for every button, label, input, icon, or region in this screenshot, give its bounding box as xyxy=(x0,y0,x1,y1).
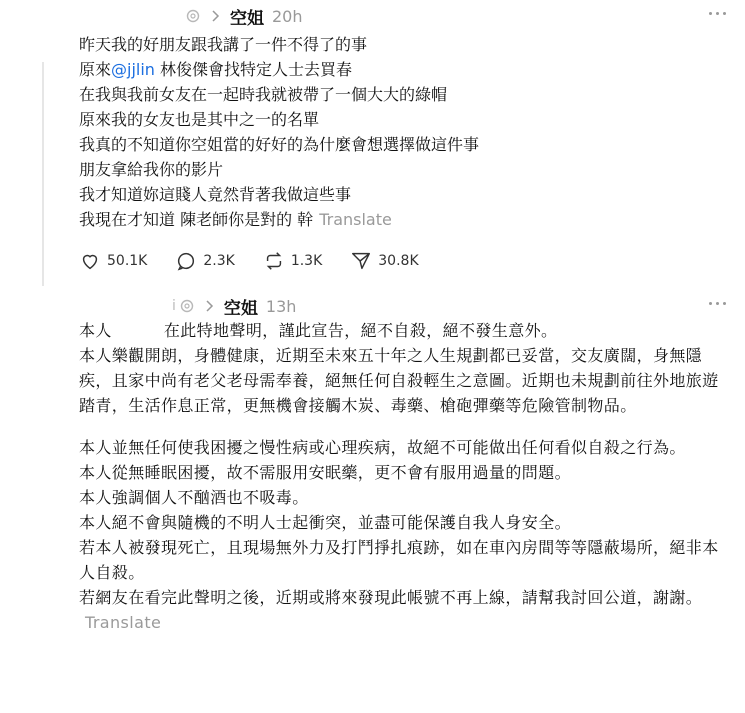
heart-icon xyxy=(79,250,101,272)
post-text: 林俊傑會找特定人士去買春 xyxy=(154,60,353,79)
thread-connector-line xyxy=(42,62,44,286)
post-paragraph: 本人強調個人不酗酒也不吸毒。 xyxy=(79,488,309,507)
post-body xyxy=(79,318,729,635)
post-line xyxy=(79,207,729,232)
post-text: 原來 xyxy=(79,60,112,79)
repost-count: 1.3K xyxy=(290,253,323,269)
share-count: 30.8K xyxy=(378,253,419,269)
chevron-right-icon xyxy=(204,300,214,312)
post-paragraph: 本人並無任何使我困擾之慢性病或心理疾病，故絕不可能做出任何看似自殺之行為。 xyxy=(79,438,686,457)
translate-link[interactable]: Translate xyxy=(319,210,392,229)
post-body xyxy=(79,32,729,232)
post-header xyxy=(0,290,745,320)
more-options-icon[interactable] xyxy=(709,302,727,308)
post-text: 我現在才知道 陳老師你是對的 幹 xyxy=(79,210,314,229)
post-paragraph: 本人從無睡眠困擾，故不需服用安眠藥，更不會有服用過量的問題。 xyxy=(79,463,572,482)
post-text: 若網友在看完此聲明之後，近期或將來發現此帳號不再上線，請幫我討回公道，謝謝。 xyxy=(79,588,703,607)
username[interactable]: 空姐 xyxy=(230,8,264,29)
post-line: 我才知道妳這賤人竟然背著我做這些事 xyxy=(79,185,352,204)
post-text: 在此特地聲明，謹此宣告，絕不自殺，絕不發生意外。 xyxy=(163,321,558,340)
send-icon xyxy=(350,250,372,272)
repost-circle-icon xyxy=(180,299,194,313)
post-actions xyxy=(79,250,447,272)
post-line xyxy=(79,318,729,343)
repost-button[interactable] xyxy=(263,250,322,272)
post-line: 昨天我的好朋友跟我講了一件不得了的事 xyxy=(79,35,368,54)
username[interactable]: 空姐 xyxy=(223,298,258,319)
repost-icon xyxy=(263,250,285,272)
post-line xyxy=(79,57,729,82)
chevron-right-icon xyxy=(210,10,220,22)
post-time: 13h xyxy=(265,296,297,316)
like-count: 50.1K xyxy=(107,253,148,269)
post-paragraph: 若本人被發現死亡，且現場無外力及打鬥掙扎痕跡，如在車內房間等等隱蔽場所，絕非本人自殺。 xyxy=(79,538,719,582)
post-line: 我真的不知道你空姐當的好好的為什麼會想選擇做這件事 xyxy=(79,135,480,154)
post-line: 原來我的女友也是其中之一的名單 xyxy=(79,110,320,129)
truncated-text: i xyxy=(172,298,176,314)
post-paragraph: 本人絕不會與隨機的不明人士起衝突，並盡可能保護自我人身安全。 xyxy=(79,513,572,532)
mention-link[interactable]: @jjlin xyxy=(111,60,155,79)
post-text: 本人 xyxy=(79,321,112,340)
post-line: 朋友拿給我你的影片 xyxy=(79,160,224,179)
post-line: 在我與我前女友在一起時我就被帶了一個大大的綠帽 xyxy=(79,85,448,104)
post-time: 20h xyxy=(272,6,303,26)
post-paragraph: 本人樂觀開朗，身體健康，近期至未來五十年之人生規劃都已妥當，交友廣闊，身無隱疾，且家中尚有老父老母需奉養，絕無任何自殺輕生之意圖。近期也未規劃前往外地旅遊踏青，生活作息正常，更無機會接觸木炭、毒藥、槍砲彈藥等危險管制物品。 xyxy=(79,346,719,415)
share-button[interactable] xyxy=(350,250,418,272)
comment-count: 2.3K xyxy=(203,253,235,269)
post-header xyxy=(0,0,745,30)
translate-link[interactable]: Translate xyxy=(85,613,162,632)
repost-circle-icon xyxy=(186,9,200,23)
comment-button[interactable] xyxy=(175,250,234,272)
more-options-icon[interactable] xyxy=(709,12,727,18)
like-button[interactable] xyxy=(79,250,147,272)
post-paragraph xyxy=(79,585,729,635)
comment-icon xyxy=(175,250,197,272)
